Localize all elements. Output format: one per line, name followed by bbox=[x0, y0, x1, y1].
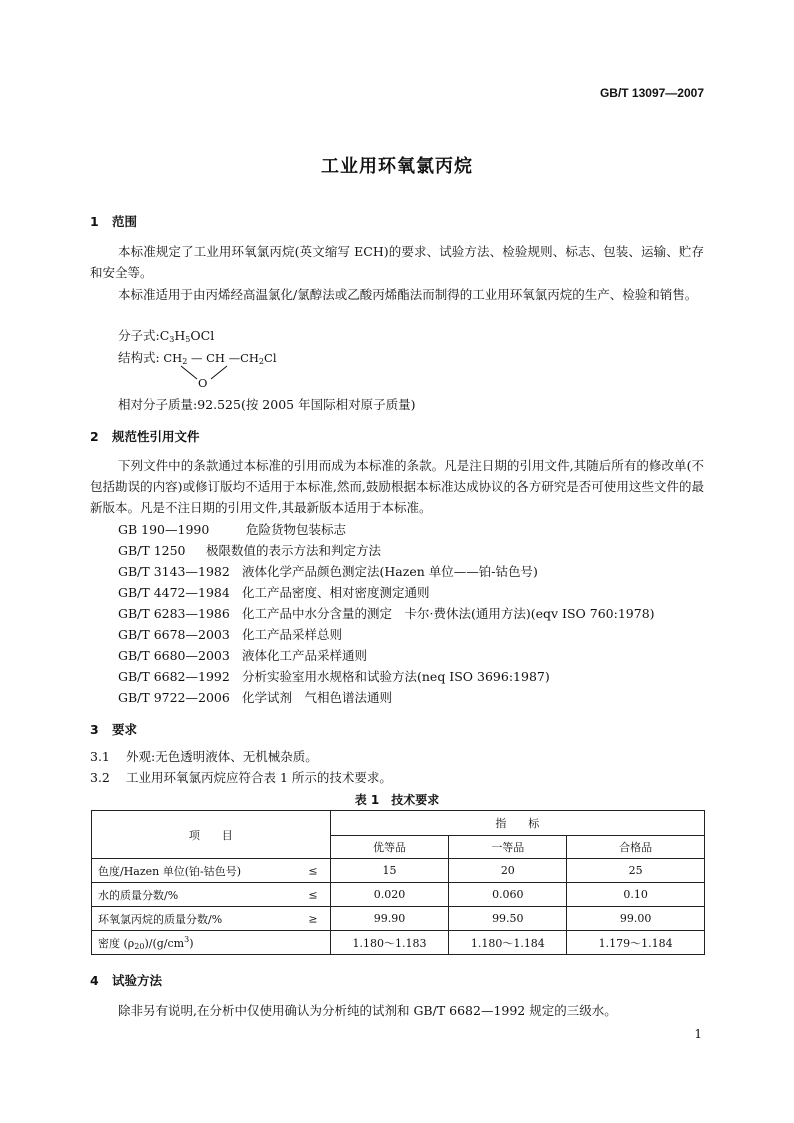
table-cell: 1.179～1.184 bbox=[567, 931, 705, 955]
row-symbol: ≤ bbox=[308, 864, 318, 877]
row-item-label: 水的质量分数/% bbox=[98, 888, 179, 902]
structure-ch2-count: 2 bbox=[182, 357, 188, 366]
reference-title: 液体化学产品颜色测定法(Hazen 单位——铂-钴色号) bbox=[242, 564, 538, 579]
table-cell: 1.180～1.183 bbox=[330, 931, 449, 955]
reference-item bbox=[118, 688, 392, 706]
structure-label: 结构式: bbox=[118, 350, 160, 365]
formula-c: C bbox=[159, 328, 170, 343]
section-title: 要求 bbox=[112, 722, 138, 737]
table-caption: 表 1 技术要求 bbox=[354, 793, 440, 807]
section-4-heading bbox=[90, 971, 162, 989]
table-cell: 0.060 bbox=[449, 883, 567, 907]
section-number: 1 bbox=[90, 214, 99, 229]
structure-ch2cl-count: 2 bbox=[258, 357, 265, 366]
structure-ch: CH bbox=[206, 351, 225, 365]
scope-paragraph-2: 本标准适用于由丙烯经高温氯化/氯醇法或乙酸丙烯酯法而制得的工业用环氧氯丙烷的生产、检验和销售。 bbox=[118, 287, 698, 302]
reference-item bbox=[118, 520, 346, 538]
reference-code: GB/T 6682—1992 bbox=[118, 669, 230, 684]
clause-number: 3.1 bbox=[90, 749, 110, 764]
table-cell: 20 bbox=[449, 859, 567, 883]
section-number: 2 bbox=[90, 429, 99, 444]
reference-title: 危险货物包装标志 bbox=[246, 522, 347, 537]
header-index: 指 标 bbox=[330, 811, 704, 836]
table-row bbox=[92, 907, 705, 931]
reference-title: 化工产品采样总则 bbox=[242, 627, 343, 642]
table-cell: 15 bbox=[330, 859, 449, 883]
reference-code: GB 190—1990 bbox=[118, 522, 210, 537]
section-1-heading bbox=[90, 212, 137, 230]
table-cell: 99.50 bbox=[449, 907, 567, 931]
reference-code: GB/T 6678—2003 bbox=[118, 627, 230, 642]
reference-item bbox=[118, 646, 367, 664]
table-row bbox=[92, 931, 705, 955]
row-symbol: ≤ bbox=[308, 888, 318, 901]
reference-code: GB/T 6283—1986 bbox=[118, 606, 230, 621]
ring-bond-left bbox=[181, 366, 197, 379]
section-title: 规范性引用文件 bbox=[112, 429, 200, 444]
section-number: 3 bbox=[90, 722, 99, 737]
density-pre: 密度 (ρ bbox=[98, 936, 135, 950]
row-item bbox=[92, 907, 331, 931]
document-title: 工业用环氧氯丙烷 bbox=[321, 156, 473, 177]
grade-header: 一等品 bbox=[449, 836, 567, 859]
methods-paragraph: 除非另有说明,在分析中仅使用确认为分析纯的试剂和 GB/T 6682—1992 规定的三级水。 bbox=[118, 1003, 617, 1018]
structure-bond-2: — bbox=[228, 351, 241, 365]
table-cell: 0.020 bbox=[330, 883, 449, 907]
structure-bond-1: — bbox=[190, 351, 203, 365]
reference-title: 分析实验室用水规格和试验方法(neq ISO 3696:1987) bbox=[242, 669, 550, 684]
table-cell: 1.180～1.184 bbox=[449, 931, 567, 955]
ring-bond-right bbox=[211, 366, 227, 379]
density-sub: 20 bbox=[134, 941, 145, 951]
reference-title: 液体化工产品采样通则 bbox=[242, 648, 368, 663]
reference-item bbox=[118, 541, 381, 559]
reference-title: 极限数值的表示方法和判定方法 bbox=[206, 543, 382, 558]
section-2-heading bbox=[90, 427, 200, 445]
row-item bbox=[92, 883, 331, 907]
references-intro: 下列文件中的条款通过本标准的引用而成为本标准的条款。凡是注日期的引用文件,其随后所有的修改单(不包括勘误的内容)或修订版均不适用于本标准,然而,鼓励根据本标准达成协议的各方研究是否可使用这些文件的最新版本。凡是不注日期的引用文件,其最新版本适用于本标准。 bbox=[90, 458, 704, 515]
reference-item bbox=[118, 583, 430, 601]
reference-title: 化工产品密度、相对密度测定通则 bbox=[242, 585, 430, 600]
reference-code: GB/T 4472—1984 bbox=[118, 585, 230, 600]
table-cell: 99.90 bbox=[330, 907, 449, 931]
section-title: 范围 bbox=[112, 214, 138, 229]
density-sup: 3 bbox=[184, 934, 190, 944]
row-item bbox=[92, 931, 331, 955]
reference-title: 化工产品中水分含量的测定 卡尔·费休法(通用方法)(eqv ISO 760:1978) bbox=[242, 606, 655, 621]
row-item-label: 环氧氯丙烷的质量分数/% bbox=[98, 912, 223, 926]
technical-requirements-table bbox=[91, 810, 705, 955]
row-item bbox=[92, 859, 331, 883]
formula-label: 分子式: bbox=[118, 328, 160, 343]
structure-oxygen: O bbox=[198, 376, 208, 390]
structure-ch2cl: CH bbox=[240, 351, 259, 365]
table-header-row bbox=[92, 811, 705, 836]
scope-paragraph-1: 本标准规定了工业用环氧氯丙烷(英文缩写 ECH)的要求、试验方法、检验规则、标志、包装、运输、贮存和安全等。 bbox=[90, 244, 704, 280]
row-item-label: 色度/Hazen 单位(铂-钴色号) bbox=[98, 864, 242, 878]
header-item: 项 目 bbox=[92, 811, 331, 859]
reference-item bbox=[118, 562, 538, 580]
grade-header: 优等品 bbox=[330, 836, 449, 859]
reference-code: GB/T 3143—1982 bbox=[118, 564, 230, 579]
standard-code: GB/T 13097—2007 bbox=[599, 86, 704, 100]
formula-h-count: 5 bbox=[185, 335, 191, 344]
reference-code: GB/T 6680—2003 bbox=[118, 648, 230, 663]
table-row bbox=[92, 883, 705, 907]
page-number: 1 bbox=[694, 1027, 702, 1041]
section-title: 试验方法 bbox=[112, 973, 163, 988]
clause-text: 外观:无色透明液体、无机械杂质。 bbox=[126, 749, 318, 764]
molecular-mass: 相对分子质量:92.525(按 2005 年国际相对原子质量) bbox=[118, 397, 416, 412]
reference-code: GB/T 1250 bbox=[118, 543, 186, 558]
clause-text: 工业用环氧氯丙烷应符合表 1 所示的技术要求。 bbox=[126, 770, 392, 785]
requirement-3-2 bbox=[90, 768, 392, 786]
formula-rest: OCl bbox=[190, 328, 215, 343]
requirement-3-1 bbox=[90, 747, 318, 765]
reference-item bbox=[118, 604, 655, 622]
table-cell: 25 bbox=[567, 859, 705, 883]
section-3-heading bbox=[90, 720, 137, 738]
structure-ch2: CH bbox=[163, 351, 183, 365]
table-cell: 0.10 bbox=[567, 883, 705, 907]
section-number: 4 bbox=[90, 973, 99, 988]
table-row bbox=[92, 859, 705, 883]
reference-item bbox=[118, 625, 342, 643]
clause-number: 3.2 bbox=[90, 770, 110, 785]
structure-cl: Cl bbox=[264, 351, 277, 365]
density-mid: )/(g/cm bbox=[144, 936, 185, 950]
table-cell: 99.00 bbox=[567, 907, 705, 931]
reference-item bbox=[118, 667, 550, 685]
grade-header: 合格品 bbox=[567, 836, 705, 859]
formula-c-count: 3 bbox=[169, 335, 175, 344]
reference-title: 化学试剂 气相色谱法通则 bbox=[242, 690, 393, 705]
reference-code: GB/T 9722—2006 bbox=[118, 690, 230, 705]
density-post: ) bbox=[189, 936, 194, 950]
row-symbol: ≥ bbox=[308, 912, 318, 925]
formula-h: H bbox=[174, 328, 186, 343]
